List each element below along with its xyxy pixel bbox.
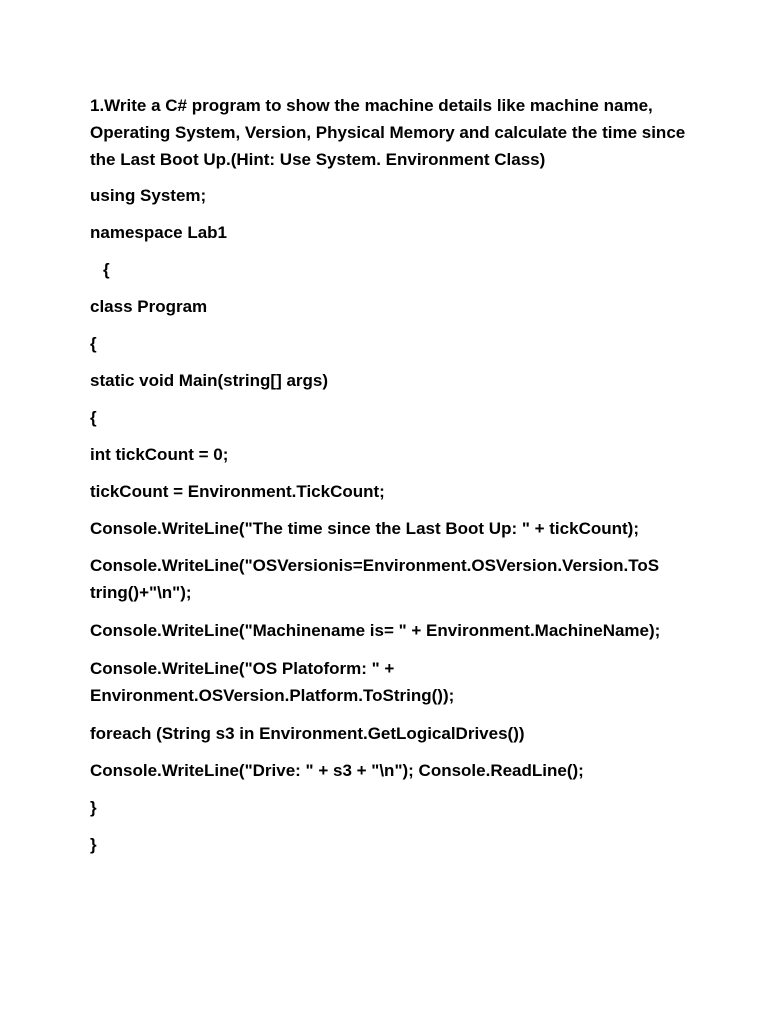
code-line-writeline-boot: Console.WriteLine("The time since the Last Boot Up: " + tickCount); (90, 519, 639, 538)
code-line-main: static void Main(string[] args) (90, 371, 329, 390)
code-line-open-brace-class: { (90, 334, 97, 353)
code-line-writeline-machinename: Console.WriteLine("Machinename is= " + Environment.MachineName); (90, 621, 661, 640)
question-title: 1.Write a C# program to show the machine details like machine name, Operating System, Version, Physical Memory and calculate the time since the Last Boot Up.(Hint: Use System. Environment Class) (90, 96, 690, 169)
code-line-writeline-platform: Console.WriteLine("OS Platoform: " + Environment.OSVersion.Platform.ToString()); (90, 659, 455, 705)
code-line-tickcount-assign: tickCount = Environment.TickCount; (90, 482, 385, 501)
code-line-writeline-drive: Console.WriteLine("Drive: " + s3 + "\n"); Console.ReadLine(); (90, 761, 584, 780)
code-line-close-brace-1: } (90, 798, 97, 817)
code-line-using: using System; (90, 186, 207, 205)
code-line-tickcount-init: int tickCount = 0; (90, 445, 229, 464)
code-line-writeline-osversion: Console.WriteLine("OSVersionis=Environment.OSVersion.Version.ToS tring()+"\n"); (90, 556, 664, 602)
code-line-open-brace-namespace: { (103, 260, 110, 279)
code-line-namespace: namespace Lab1 (90, 223, 228, 242)
code-line-class: class Program (90, 297, 208, 316)
document-content (90, 92, 690, 868)
code-line-open-brace-main: { (90, 408, 97, 427)
code-line-close-brace-2: } (90, 835, 97, 854)
code-line-foreach: foreach (String s3 in Environment.GetLogicalDrives()) (90, 724, 525, 743)
